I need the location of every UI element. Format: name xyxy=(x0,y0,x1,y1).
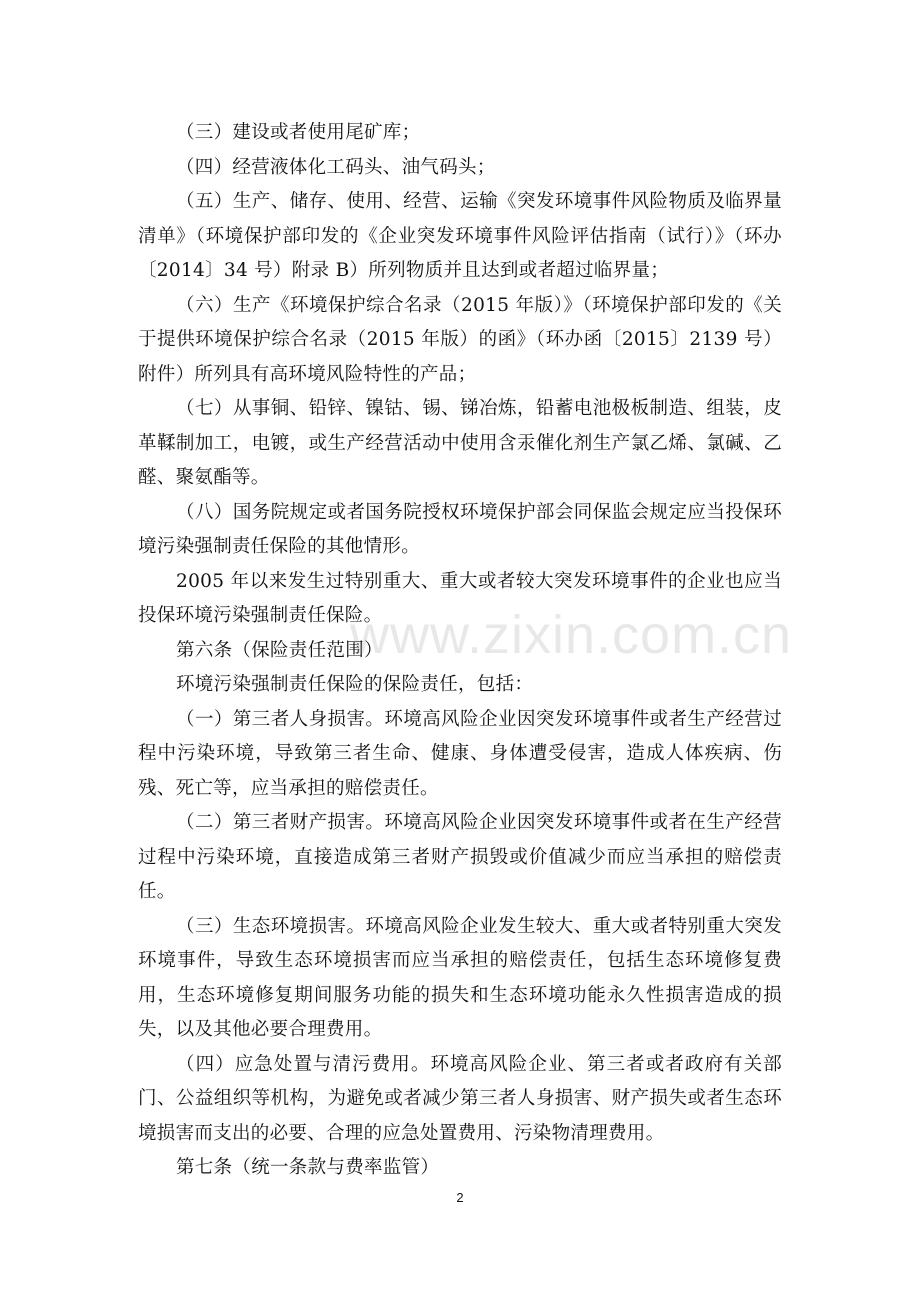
liability-item-4: （四）应急处置与清污费用。环境高风险企业、第三者或者政府有关部门、公益组织等机构，为避免或者减少第三者人身损害、财产损失或者生态环境损害而支出的必要、合理的应急处置费用、污染物清理费用。 xyxy=(138,1053,782,1144)
watermark: www.zixin.com.cn xyxy=(350,605,793,665)
paragraph-item-6: （六）生产《环境保护综合名录（2015 年版）》（环境保护部印发的《关于提供环境保护综合名录（2015 年版）的函》（环办函〔2015〕2139 号）附件）所列具有高环境风险特性的产品； xyxy=(138,294,782,385)
article-7-heading: 第七条（统一条款与费率监管） xyxy=(176,1157,440,1178)
liability-item-1: （一）第三者人身损害。环境高风险企业因突发环境事件或者生产经营过程中污染环境，导致第三者生命、健康、身体遭受侵害，造成人体疾病、伤残、死亡等，应当承担的赔偿责任。 xyxy=(138,708,782,799)
paragraph-item-3: （三）建设或者使用尾矿库； xyxy=(176,122,421,143)
paragraph-item-4: （四）经营液体化工码头、油气码头； xyxy=(176,156,496,178)
paragraph-item-7: （七）从事铜、铅锌、镍钴、锡、锑冶炼，铅蓄电池极板制造、组装，皮革鞣制加工，电镀，或生产经营活动中使用含汞催化剂生产氯乙烯、氯碱、乙醛、聚氨酯等。 xyxy=(138,398,782,488)
article-6-intro: 环境污染强制责任保险的保险责任，包括： xyxy=(176,674,534,695)
article-6-heading: 第六条（保险责任范围） xyxy=(176,639,383,661)
liability-item-2: （二）第三者财产损害。环境高风险企业因突发环境事件或者在生产经营过程中污染环境，直接造成第三者财产损毁或价值减少而应当承担的赔偿责任。 xyxy=(138,812,782,902)
paragraph-2005-clause: 2005 年以来发生过特别重大、重大或者较大突发环境事件的企业也应当投保环境污染强制责任保险。 xyxy=(138,570,782,626)
page-number: 2 xyxy=(456,1190,464,1205)
paragraph-item-8: （八）国务院规定或者国务院授权环境保护部会同保监会规定应当投保环境污染强制责任保险的其他情形。 xyxy=(138,501,782,557)
liability-item-3: （三）生态环境损害。环境高风险企业发生较大、重大或者特别重大突发环境事件，导致生态环境损害而应当承担的赔偿责任，包括生态环境修复费用，生态环境修复期间服务功能的损失和生态环境功能永久性损害造成的损失，以及其他必要合理费用。 xyxy=(138,915,782,1040)
paragraph-item-5: （五）生产、储存、使用、经营、运输《突发环境事件风险物质及临界量清单》（环境保护部印发的《企业突发环境事件风险评估指南（试行）》（环办〔2014〕34 号）附录 B）所列物质并且达到或者超过临界量； xyxy=(138,191,782,281)
